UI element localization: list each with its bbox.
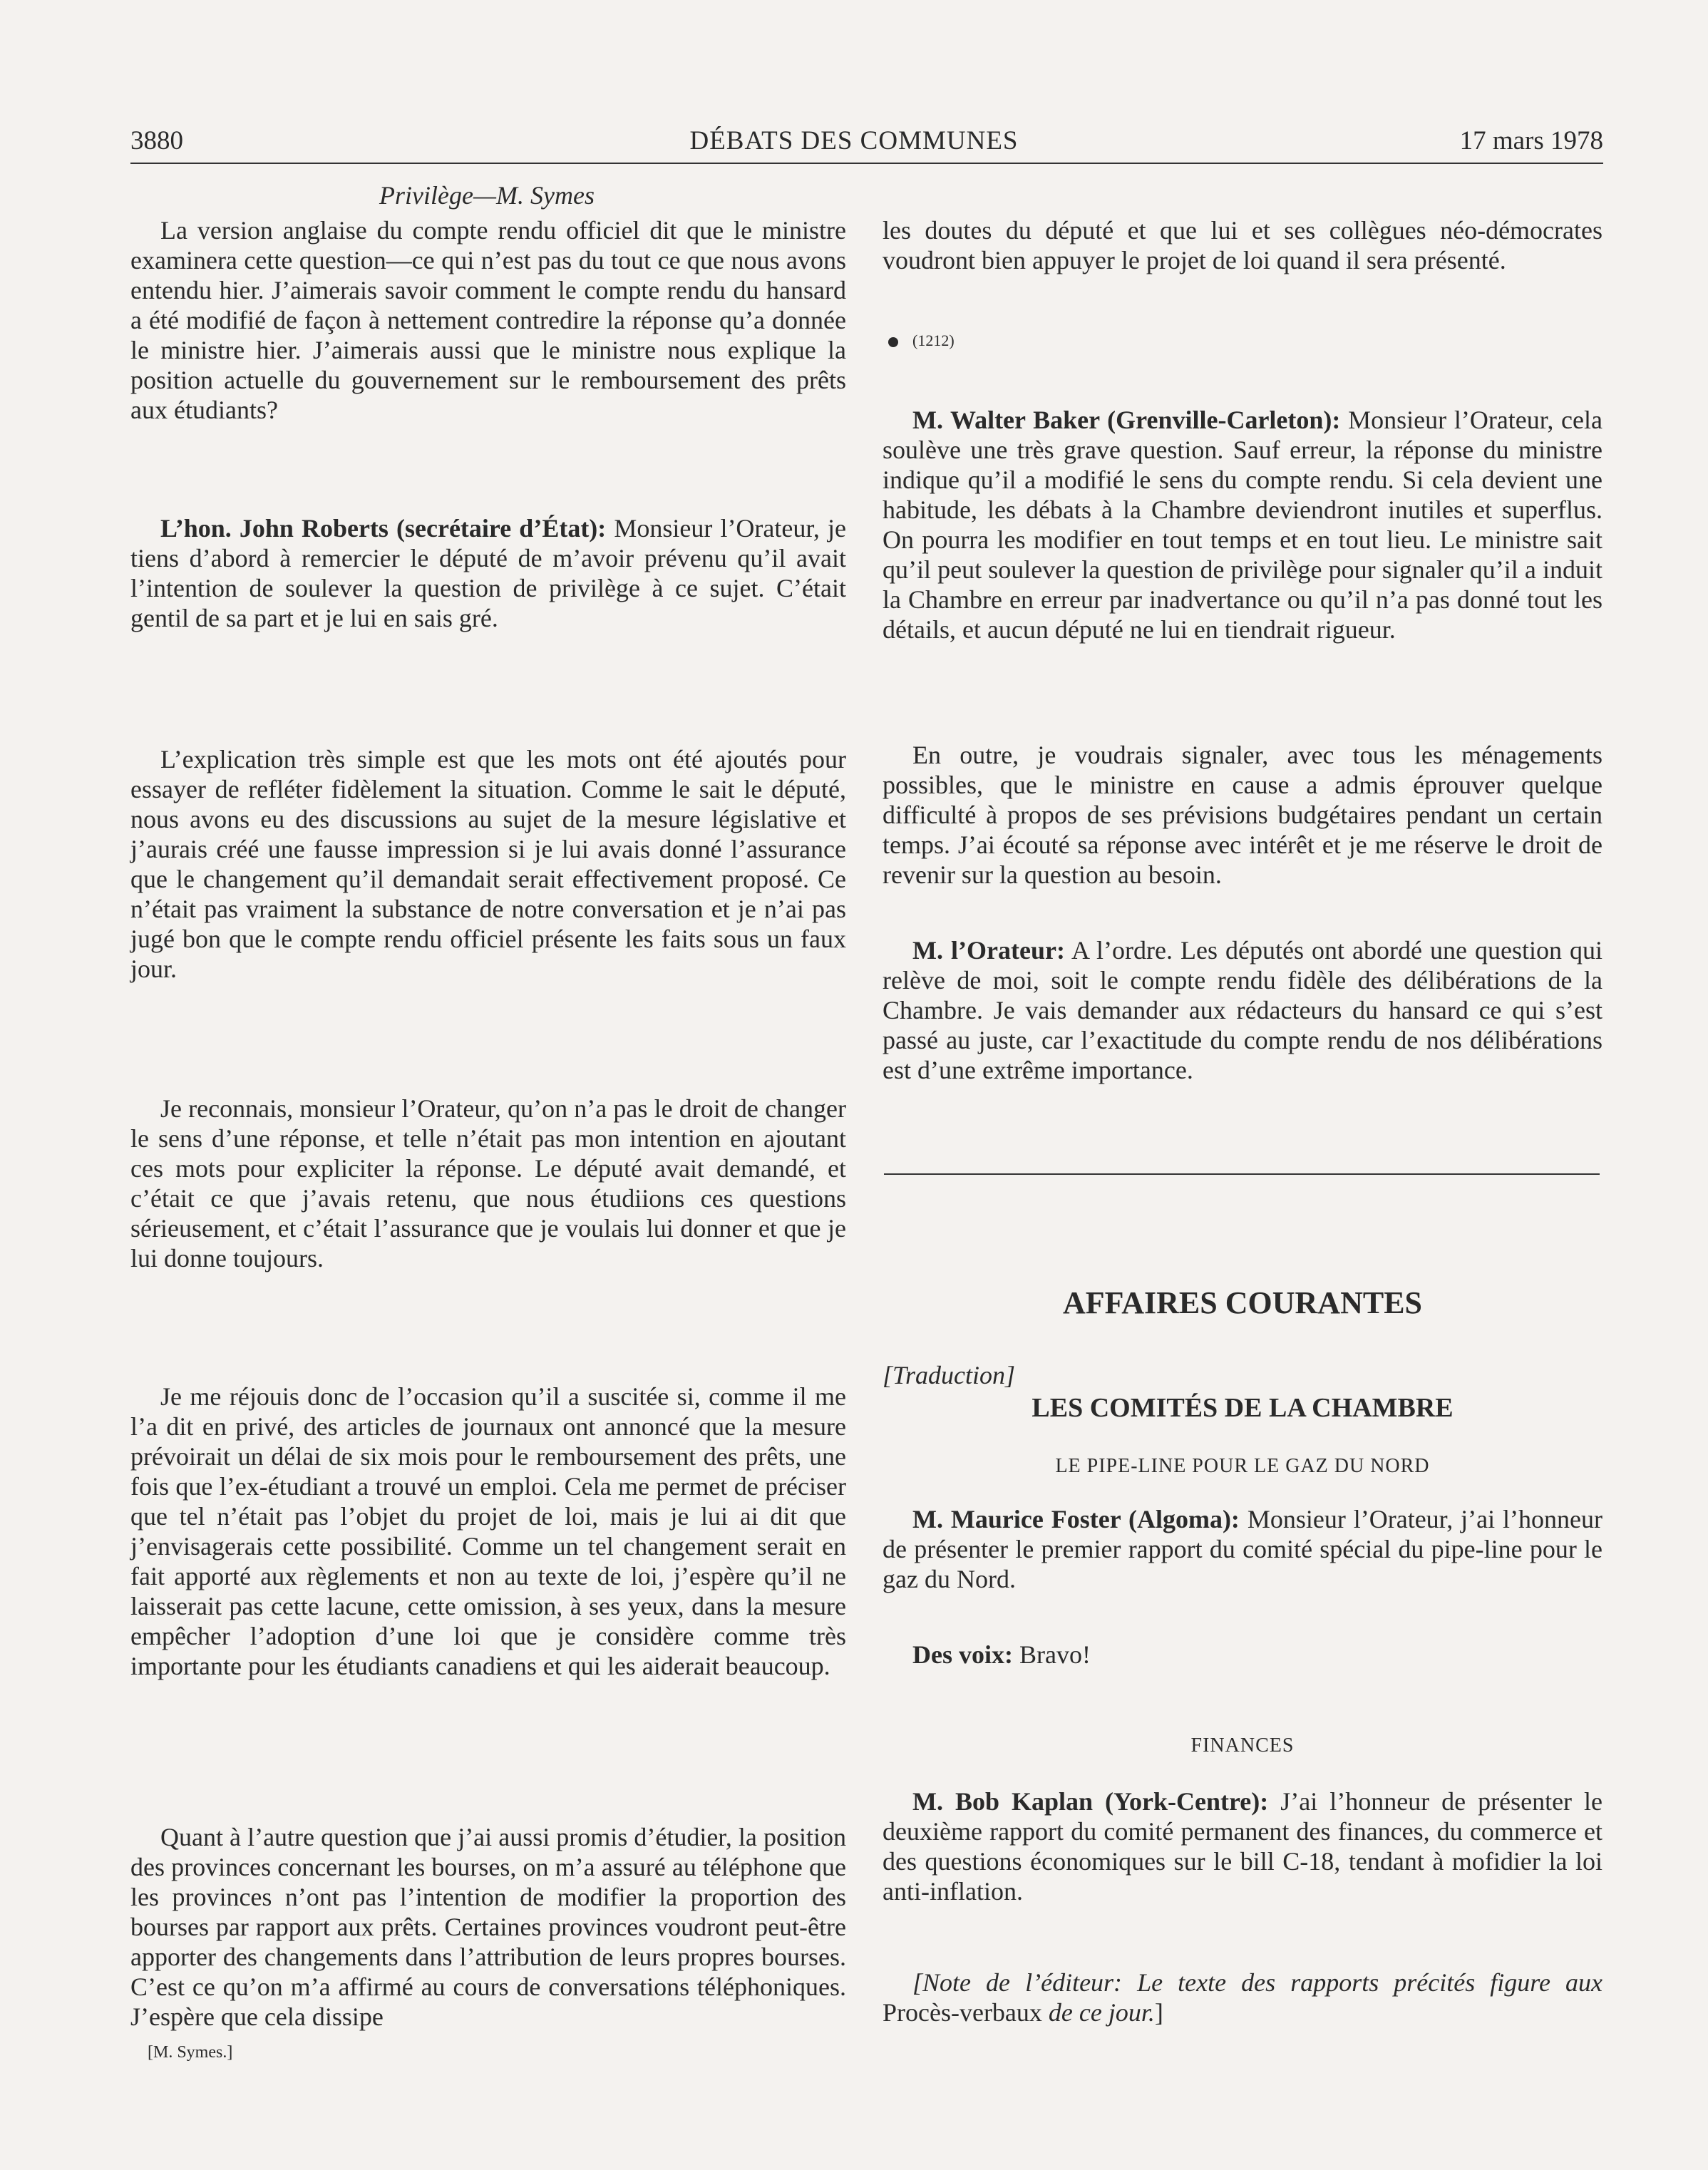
- paragraph: [883, 935, 1602, 1085]
- paragraph: [883, 1786, 1602, 1906]
- translation-note: [Traduction]: [883, 1361, 1016, 1389]
- subsection-title: LES COMITÉS DE LA CHAMBRE: [1032, 1393, 1454, 1423]
- speaker-footnote: [M. Symes.]: [148, 2043, 233, 2062]
- editor-note-text: [Note de l’éditeur: Le texte des rapports précités figure aux: [912, 1968, 1602, 1997]
- bullet-icon: [888, 337, 898, 347]
- publication-title: DÉBATS DES COMMUNES: [689, 126, 1019, 155]
- time-marker: [888, 326, 955, 355]
- speaker-name: Des voix:: [912, 1640, 1013, 1669]
- running-head: Privilège—M. Symes: [379, 181, 595, 210]
- paragraph: [883, 405, 1602, 644]
- speaker-name: M. Walter Baker (Grenville-Carleton):: [912, 406, 1341, 434]
- editor-note-text: Procès-verbaux: [883, 1998, 1049, 2027]
- speaker-name: M. Bob Kaplan (York-Centre):: [912, 1787, 1269, 1816]
- speech-text: J’ai l’honneur de présenter le deuxième rapport du comité permanent des finances, du commerce et des questions économiques sur le bill C-18, tendant à mofidier la loi anti-inflation.: [883, 1787, 1602, 1906]
- subheading: LE PIPE-LINE POUR LE GAZ DU NORD: [1055, 1455, 1430, 1477]
- paragraph: [883, 1640, 1602, 1670]
- issue-date: 17 mars 1978: [1459, 126, 1603, 155]
- speaker-name: L’hon. John Roberts (secrétaire d’État):: [160, 514, 607, 542]
- speech-text: Bravo!: [1012, 1640, 1091, 1669]
- paragraph: Quant à l’autre question que j’ai aussi promis d’étudier, la position des provinces concernant les bourses, on m’a assuré au téléphone que les provinces n’ont pas l’intention de modifier la proportion des bourses par rapport aux prêts. Certaines provinces voudront peut-être apporter des changements dans l’attribution de leurs propres bourses. C’est ce qu’on m’a affirmé au cours de conversations téléphoniques. J’espère que cela dissipe: [130, 1823, 846, 2031]
- speech-text: Monsieur l’Orateur, j’ai l’honneur de présenter le premier rapport du comité spécial du pipe-line pour le gaz du Nord.: [883, 1505, 1602, 1593]
- page-number: 3880: [130, 126, 183, 155]
- paragraph: L’explication très simple est que les mots ont été ajoutés pour essayer de refléter fidèlement la situation. Comme le sait le député, nous avons eu des discussions au sujet de la mesure législative et j’aurais créé une fausse impression si je lui avais donné l’assurance que le changement qu’il demandait serait effectivement proposé. Ce n’était pas vraiment la substance de notre conversation et je n’ai pas jugé bon que le compte rendu officiel présente les faits sous un faux jour.: [130, 745, 846, 983]
- editor-note-text: ]: [1154, 1998, 1163, 2027]
- subheading: FINANCES: [1190, 1734, 1295, 1757]
- editor-note-text: de ce jour.: [1048, 1998, 1155, 2027]
- paragraph: les doutes du député et que lui et ses collègues néo-démocrates voudront bien appuyer le projet de loi quand il sera présenté.: [883, 216, 1602, 274]
- paragraph: En outre, je voudrais signaler, avec tous les ménagements possibles, que le ministre en cause a admis éprouver quelque difficulté à propos de ses prévisions budgétaires pendant un certain temps. J’ai écouté sa réponse avec intérêt et je me réserve le droit de revenir sur la question au besoin.: [883, 741, 1602, 889]
- section-title: AFFAIRES COURANTES: [1062, 1285, 1423, 1320]
- paragraph: [130, 513, 846, 633]
- paragraph: Je reconnais, monsieur l’Orateur, qu’on n’a pas le droit de changer le sens d’une réponse, et telle n’était pas mon intention en ajoutant ces mots pour expliciter la réponse. Le député avait demandé, et c’était ce que j’avais retenu, que nous étudiions ces questions sérieusement, et c’était l’assurance que je voulais lui donner et que je lui donne toujours.: [130, 1094, 846, 1272]
- speech-text: Monsieur l’Orateur, je tiens d’abord à remercier le député de m’avoir prévenu qu’il avait l’intention de soulever la question de privilège à ce sujet. C’était gentil de sa part et je lui en sais gré.: [130, 514, 846, 632]
- speech-text: A l’ordre. Les députés ont abordé une question qui relève de moi, soit le compte rendu fidèle des délibérations de la Chambre. Je vais demander aux rédacteurs du hansard ce qui s’est passé au juste, car l’exactitude du compte rendu de nos délibérations est d’une extrême importance.: [883, 936, 1603, 1084]
- editor-note: [883, 1968, 1602, 2027]
- paragraph: La version anglaise du compte rendu officiel dit que le ministre examinera cette question—ce qui n’est pas du tout ce que nous avons entendu hier. J’aimerais savoir comment le compte rendu du hansard a été modifié de façon à nettement contredire la réponse qu’a donnée le ministre hier. J’aimerais aussi que le ministre nous explique la position actuelle du gouvernement sur le remboursement des prêts aux étudiants?: [130, 216, 846, 424]
- header-rule: [130, 163, 1603, 164]
- speaker-name: M. Maurice Foster (Algoma):: [912, 1505, 1240, 1533]
- paragraph: [883, 1504, 1602, 1594]
- speech-text: Monsieur l’Orateur, cela soulève une très grave question. Sauf erreur, la réponse du ministre indique qu’il a modifié le sens du compte rendu. Si cela devient une habitude, les débats à la Chambre deviendront inutiles et superflus. On pourra les modifier en tout temps et en tout lieu. Le ministre sait qu’il peut soulever la question de privilège pour signaler qu’il a induit la Chambre en erreur par inadvertance ou qu’il n’a pas donné tout les détails, et aucun député ne lui en tiendrait rigueur.: [883, 406, 1602, 644]
- speaker-name: M. l’Orateur:: [912, 936, 1065, 965]
- time-marker-text: (1212): [912, 331, 955, 349]
- paragraph: Je me réjouis donc de l’occasion qu’il a suscitée si, comme il me l’a dit en privé, des articles de journaux ont annoncé que la mesure prévoirait un délai de six mois pour le remboursement des prêts, une fois que l’ex-étudiant a trouvé un emploi. Cela me permet de préciser que tel n’était pas l’objet du projet de loi, mais je lui ai dit que j’envisagerais cette possibilité. Comme un tel changement serait en fait apporté aux règlements et non au texte de loi, j’espère qu’il ne laisserait pas cette lacune, cette omission, à ses yeux, dans la mesure empêcher l’adoption d’une loi que je considère comme très importante pour les étudiants canadiens et qui les aiderait beaucoup.: [130, 1382, 846, 1680]
- section-rule: [884, 1173, 1600, 1175]
